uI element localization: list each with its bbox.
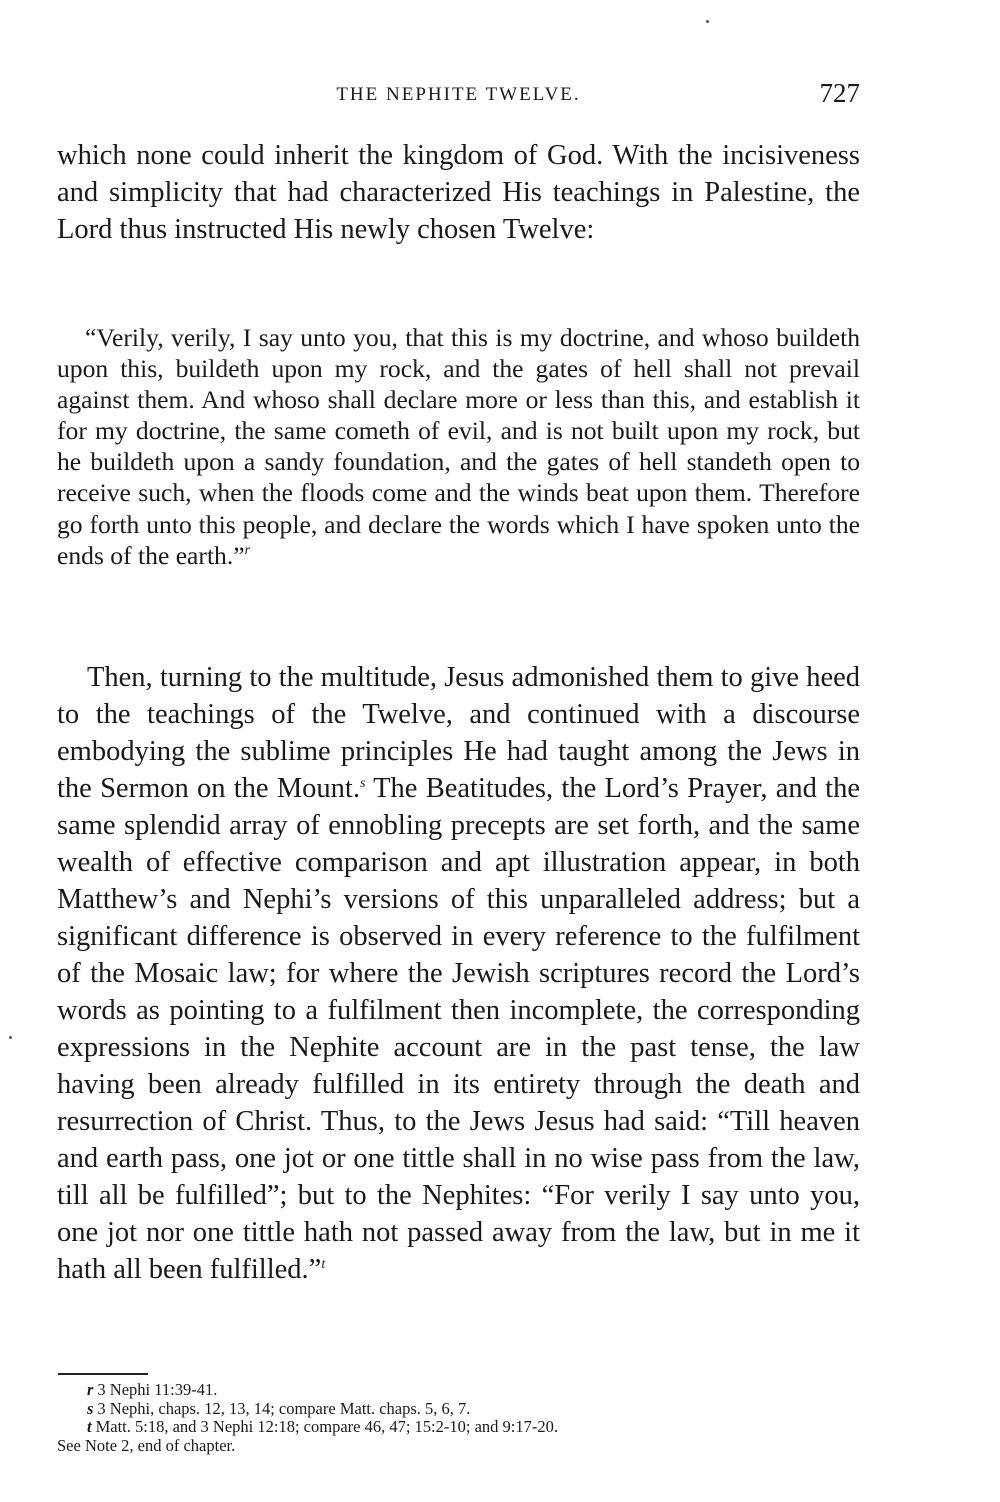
footnote-s (57, 1400, 860, 1419)
page-number: 727 (819, 78, 860, 108)
scripture-extract (57, 322, 860, 571)
footnote-t (57, 1418, 860, 1437)
scan-speck (9, 1036, 12, 1039)
extract-text: “Verily, verily, I say unto you, that this is my doctrine, and whoso buildeth upon this, buildeth upon my rock, and the gates of hell shall not prevail against them. And whoso shall declare more or less than this, and establish it for my doctrine, the same cometh of evil, and is not built upon my rock, but he buildeth upon a sandy foundation, and the gates of hell standeth open to receive such, when the floods come and the winds beat upon them. Therefore go forth unto this people, and declare the words which I have spoken unto the ends of the earth.” (57, 323, 860, 570)
paragraph-sermon-part-2: The Beatitudes, the Lord’s Prayer, and the same splendid array of ennobling precepts are set forth, and the same wealth of effective comparison and apt illustration appear, in both Matthew’s and Nephi’s versions of this unparalleled address; but a significant difference is observed in every reference to the fulfilment of the Mosaic law; for where the Jewish scriptures record the Lord’s words as pointing to a fulfilment then incomplete, the corresponding expressions in the Nephite account are in the past tense, the law having been already fulfilled in its entirety through the death and resurrection of Christ. Thus, to the Jews Jesus had said: “Till heaven and earth pass, one jot or one tittle shall in no wise pass from the law, till all be fulfilled”; but to the Nephites: “For verily I say unto you, one jot nor one tittle hath not passed away from the law, but in me it hath all been fulfilled.” (57, 773, 860, 1285)
footnotes (57, 1381, 860, 1455)
footnote-text: 3 Nephi 11:39-41. (97, 1380, 218, 1399)
paragraph-opening: which none could inherit the kingdom of God. With the incisiveness and simplicity that had characterized His teachings in Palestine, the Lord thus instructed His newly chosen Twelve: (57, 140, 860, 245)
footnote-r (57, 1381, 860, 1400)
paragraph-sermon-part-1: Then, turning to the multitude, Jesus admonished them to give heed to the teachings of the Twelve, and continued with a discourse embodying the sublime principles He had taught among the Jews in the Sermon on the Mount. (57, 662, 860, 804)
footnote-text: Matt. 5:18, and 3 Nephi 12:18; compare 46, 47; 15:2-10; and 9:17-20. (95, 1417, 558, 1436)
footnote-text: 3 Nephi, chaps. 12, 13, 14; compare Matt. chaps. 5, 6, 7. (97, 1398, 471, 1418)
paragraph-sermon (57, 659, 860, 1288)
footnote-ref-s[interactable]: s (359, 776, 366, 791)
footnote-rule (58, 1373, 148, 1375)
scan-speck (706, 20, 709, 23)
footnote-see-note: See Note 2, end of chapter. (57, 1435, 236, 1455)
footnote-mark: t (87, 1417, 92, 1436)
footnote-mark: s (87, 1398, 94, 1418)
footnote-ref-t[interactable]: t (321, 1257, 326, 1272)
footnote-ref-r[interactable]: r (244, 542, 251, 558)
running-title: THE NEPHITE TWELVE. (336, 84, 581, 105)
book-page (57, 0, 860, 1502)
footnote-mark: r (87, 1380, 94, 1399)
running-head (57, 78, 860, 110)
